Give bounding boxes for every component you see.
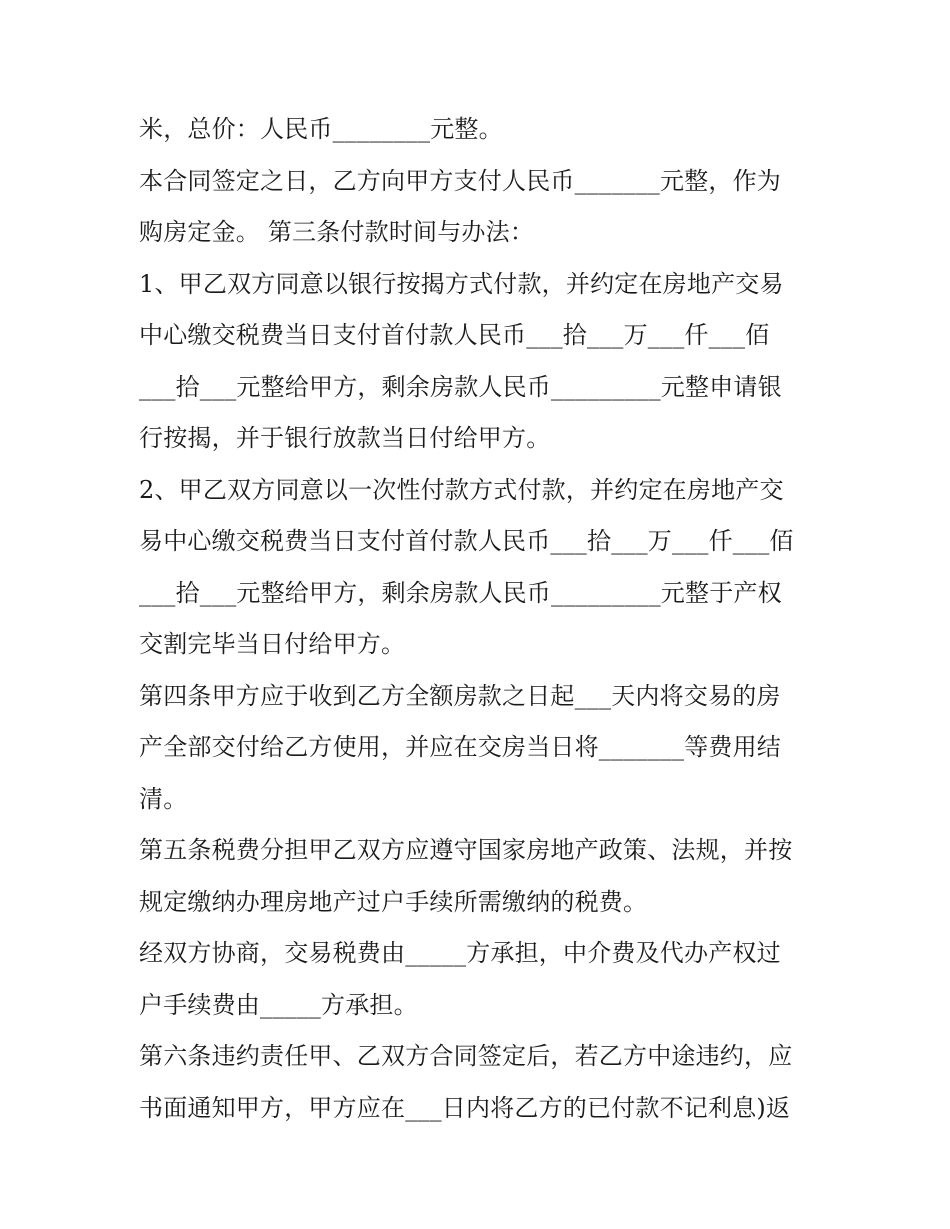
text-line-18: 户手续费由_____方承担。	[139, 990, 418, 1019]
contract-text	[139, 104, 819, 1134]
text-line-5: 中心缴交税费当日支付首付款人民币___拾___万___仟___佰	[139, 321, 770, 349]
text-line-17: 经双方协商，交易税费由_____方承担，中介费及代办产权过	[139, 939, 781, 967]
text-line-3: 购房定金。 第三条付款时间与办法：	[139, 218, 535, 246]
text-line-6: ___拾___元整给甲方，剩余房款人民币_________元整申请银	[139, 372, 782, 401]
text-line-14: 清。	[139, 784, 188, 813]
text-line-19: 第六条违约责任甲、乙双方合同签定后，若乙方中途违约，应	[139, 1042, 793, 1070]
text-line-4: 1、甲乙双方同意以银行按揭方式付款，并约定在房地产交易	[139, 269, 784, 298]
text-line-15: 第五条税费分担甲乙双方应遵守国家房地产政策、法规，并按	[139, 836, 793, 864]
text-line-16: 规定缴纳办理房地产过户手续所需缴纳的税费。	[139, 887, 648, 916]
text-line-12: 第四条甲方应于收到乙方全额房款之日起___天内将交易的房	[139, 681, 781, 710]
text-line-20: 书面通知甲方，甲方应在___日内将乙方的已付款不记利息)返	[139, 1093, 791, 1122]
text-line-8: 2、甲乙双方同意以一次性付款方式付款，并约定在房地产交	[139, 475, 784, 504]
text-line-7: 行按揭，并于银行放款当日付给甲方。	[139, 424, 551, 452]
text-line-2: 本合同签定之日，乙方向甲方支付人民币_______元整，作为	[139, 166, 781, 195]
text-line-13: 产全部交付给乙方使用，并应在交房当日将_______等费用结	[139, 733, 781, 761]
text-line-10: ___拾___元整给甲方，剩余房款人民币_________元整于产权	[139, 578, 782, 607]
text-line-11: 交割完毕当日付给甲方。	[139, 630, 406, 658]
text-line-9: 易中心缴交税费当日支付首付款人民币___拾___万___仟___佰	[139, 527, 794, 555]
text-line-1: 米，总价：人民币________元整。	[139, 115, 503, 143]
